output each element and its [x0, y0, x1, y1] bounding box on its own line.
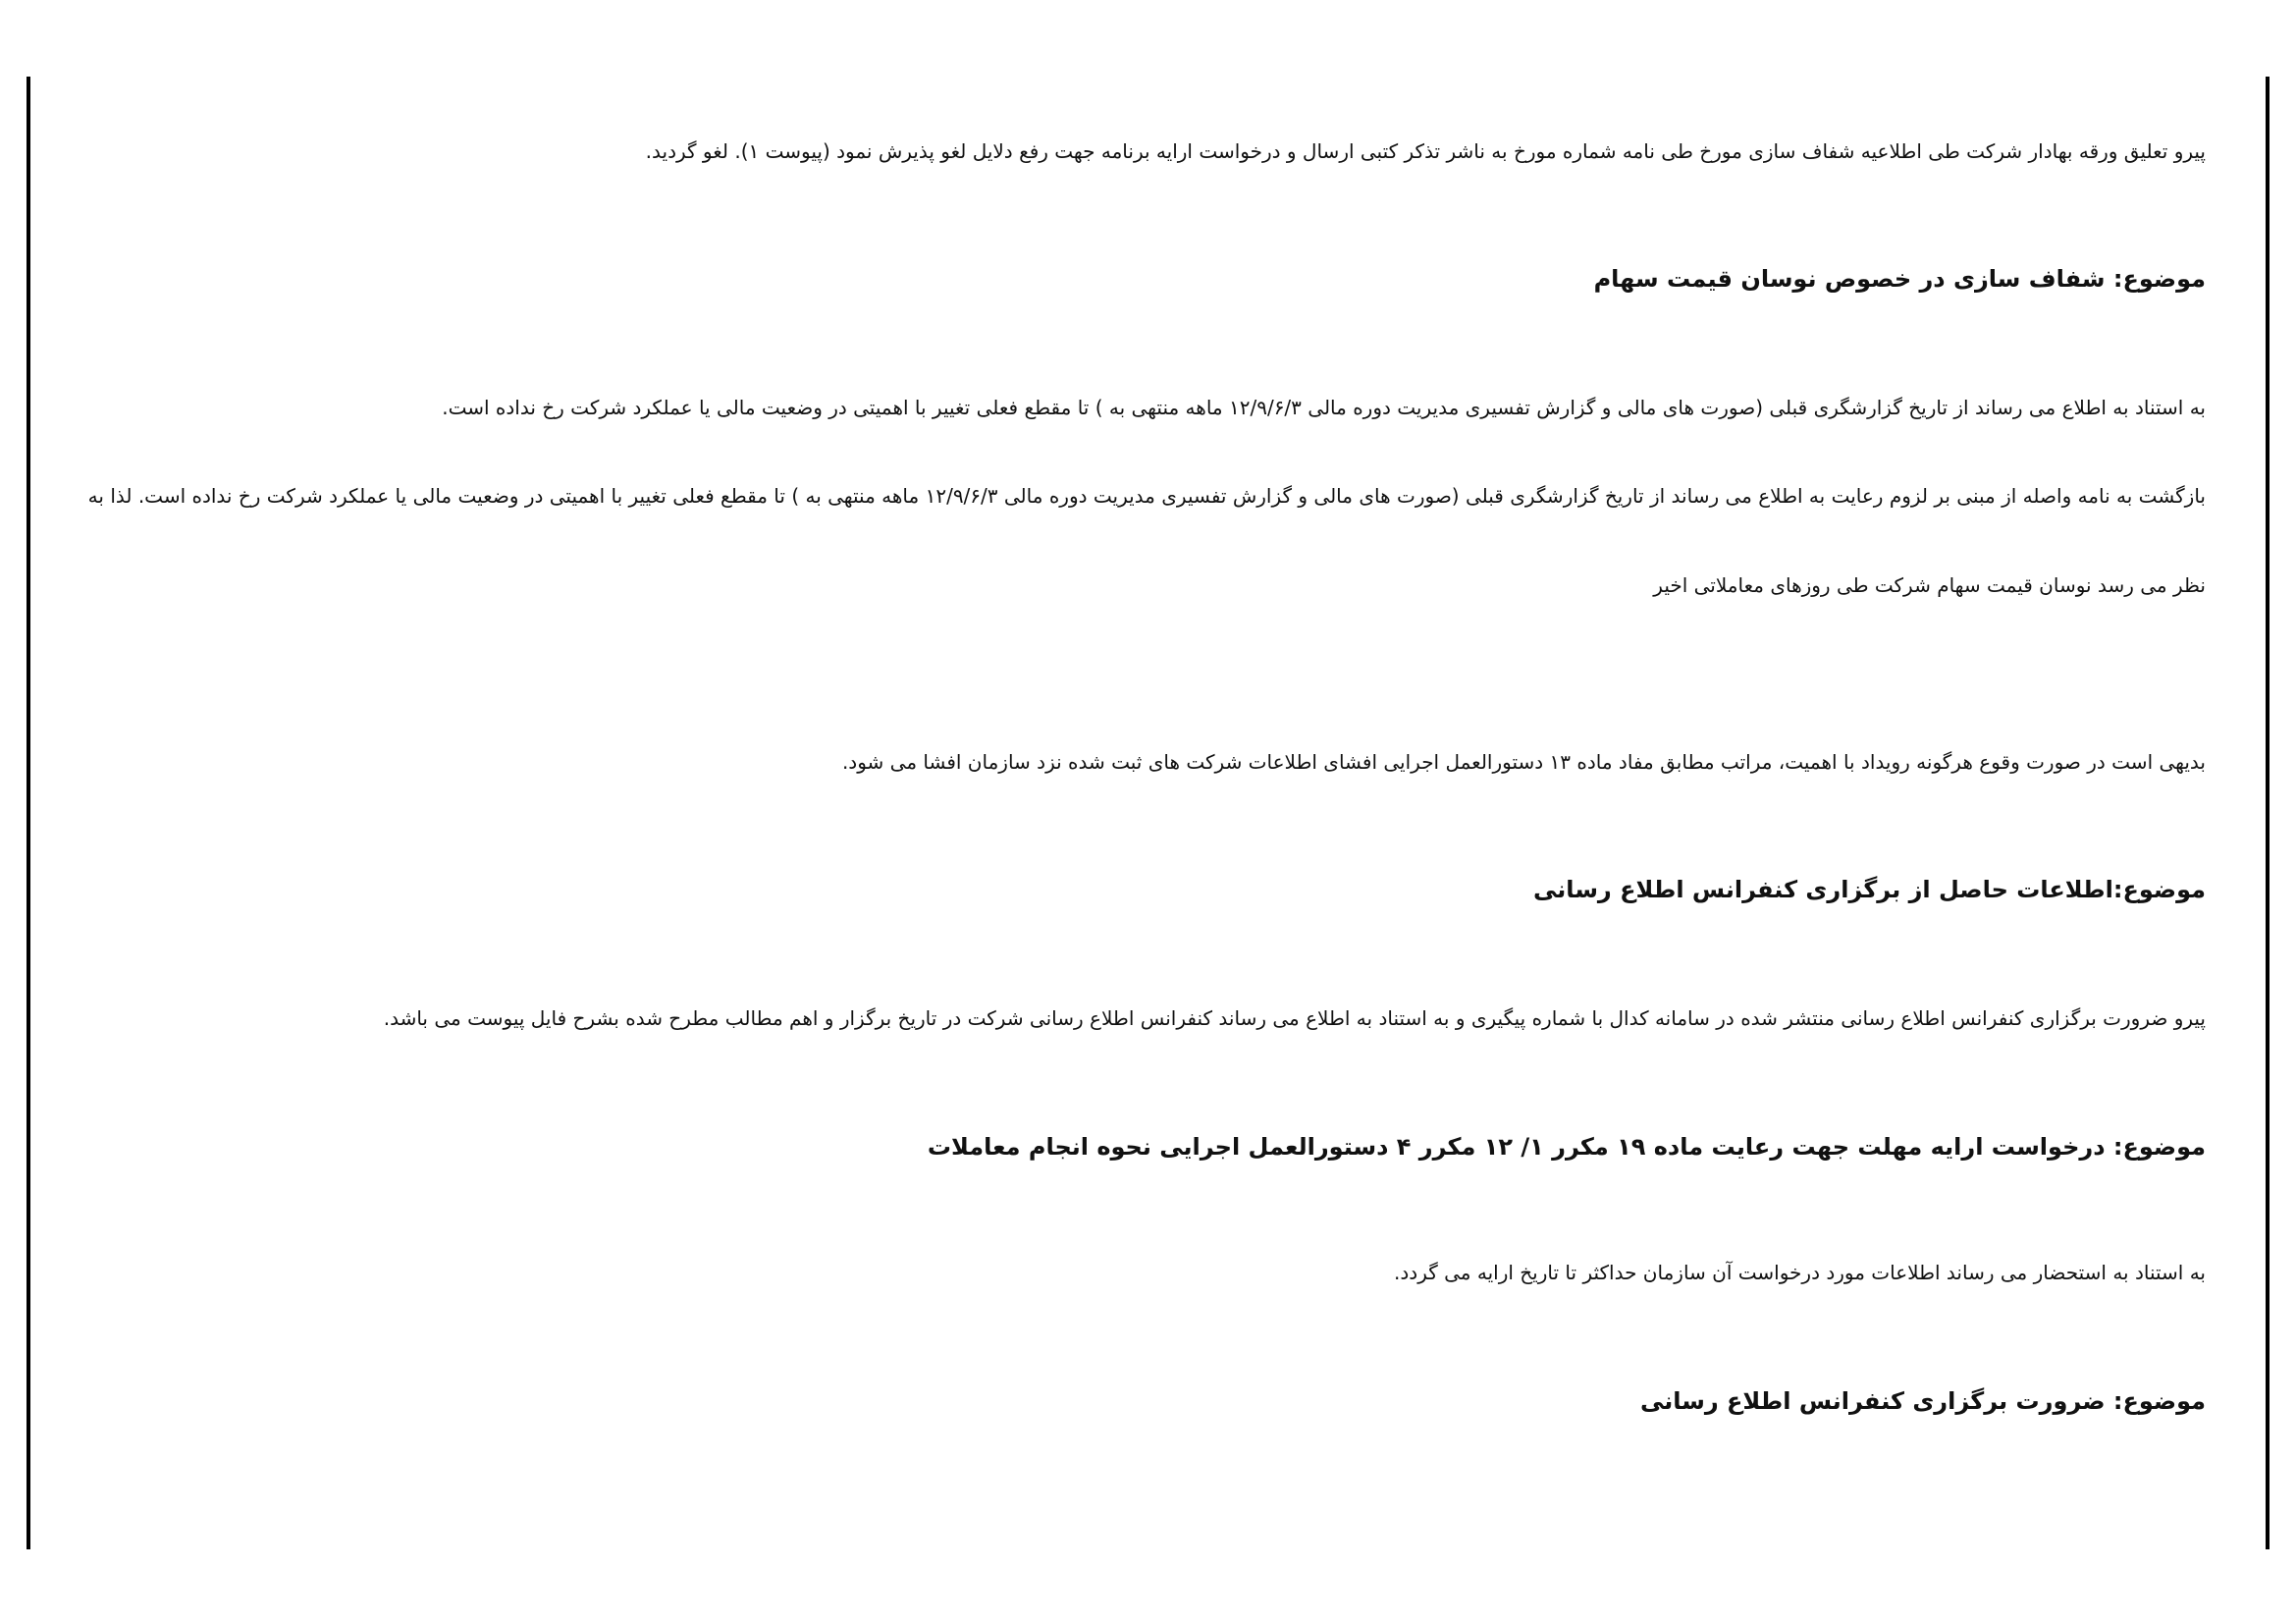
left-border-line: [27, 77, 30, 1549]
paragraph-information-delivery: به استناد به استحضار می رساند اطلاعات مورد درخواست آن سازمان حداکثر تا تاریخ ارایه می گردد.: [1394, 1261, 2206, 1284]
paragraph-no-material-change: به استناد به اطلاع می رساند از تاریخ گزارشگری قبلی (صورت های مالی و گزارش تفسیری مدیریت دوره مالی ۱۲/۹/۶/۳ ماهه منتهی به ) تا مقطع فعلی تغییر با اهمیتی در وضعیت مالی یا عملکرد شرکت رخ نداده است.: [442, 396, 2206, 419]
right-border-line: [2266, 77, 2269, 1549]
paragraph-price-opinion: نظر می رسد نوسان قیمت سهام شرکت طی روزهای معاملاتی اخیر: [1653, 573, 2206, 597]
paragraph-conference-held: پیرو ضرورت برگزاری کنفرانس اطلاع رسانی منتشر شده در سامانه کدال با شماره پیگیری و به استناد به اطلاع می رساند کنفرانس اطلاع رسانی شرکت در تاریخ برگزار و اهم مطالب مطرح شده بشرح فایل پیوست می باشد.: [383, 1006, 2206, 1030]
heading-conference-necessity: موضوع: ضرورت برگزاری کنفرانس اطلاع رسانی: [1639, 1387, 2206, 1415]
paragraph-suspension-notice: پیرو تعلیق ورقه بهادار شرکت طی اطلاعیه شفاف سازی مورخ طی نامه شماره مورخ به ناشر تذکر کتبی ارسال و درخواست ارایه برنامه جهت رفع دلایل لغو پذیرش نمود (پیوست ۱). لغو گردید.: [645, 139, 2206, 163]
paragraph-return-letter: بازگشت به نامه واصله از مبنی بر لزوم رعایت به اطلاع می رساند از تاریخ گزارشگری قبلی (صورت های مالی و گزارش تفسیری مدیریت دوره مالی ۱۲/۹/۶/۳ ماهه منتهی به ) تا مقطع فعلی تغییر با اهمیتی در وضعیت مالی یا عملکرد شرکت رخ نداده است. لذا به: [87, 484, 2206, 508]
heading-deadline-request: موضوع: درخواست ارایه مهلت جهت رعایت ماده ۱۹ مکرر ۱/ ۱۲ مکرر ۴ دستورالعمل اجرایی نحوه انجام معاملات: [927, 1133, 2206, 1161]
heading-conference-results: موضوع:اطلاعات حاصل از برگزاری کنفرانس اطلاع رسانی: [1533, 876, 2206, 903]
heading-price-fluctuation: موضوع: شفاف سازی در خصوص نوسان قیمت سهام: [1593, 265, 2206, 293]
paragraph-disclosure-obligation: بدیهی است در صورت وقوع هرگونه رویداد با اهمیت، مراتب مطابق مفاد ماده ۱۳ دستورالعمل اجرایی افشای اطلاعات شرکت های ثبت شده نزد سازمان افشا می شود.: [841, 750, 2206, 774]
